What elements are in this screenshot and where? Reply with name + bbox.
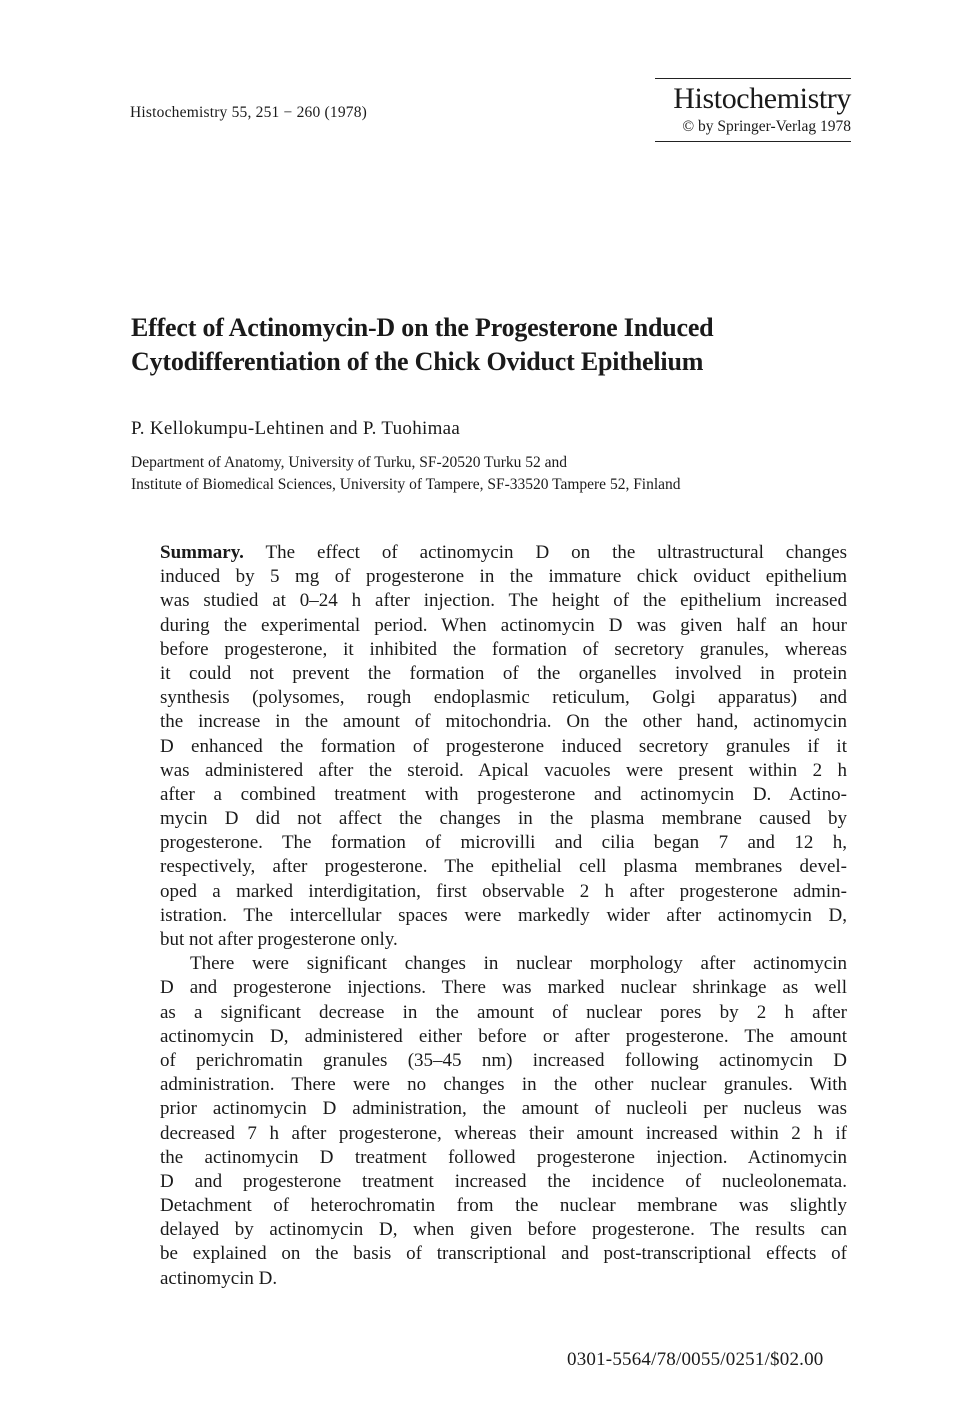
summary-line: during the experimental period. When actinomycin D was given half an hour — [160, 614, 847, 636]
summary-line: actinomycin D, administered either before or after progesterone. The amount — [160, 1025, 847, 1047]
summary-line: actinomycin D. — [160, 1267, 278, 1289]
summary-line: was administered after the steroid. Apical vacuoles were present within 2 h — [160, 759, 847, 781]
paper-title — [131, 311, 891, 379]
summary-line: the increase in the amount of mitochondria. On the other hand, actinomycin — [160, 711, 847, 733]
summary-line: synthesis (polysomes, rough endoplasmic reticulum, Golgi apparatus) and — [160, 687, 847, 709]
summary-paragraph-1 — [160, 565, 847, 952]
summary-line: There were significant changes in nuclear morphology after actinomycin — [190, 953, 847, 975]
summary-line: as a significant decrease in the amount of nuclear pores by 2 h after — [160, 1001, 847, 1023]
summary-line: before progesterone, it inhibited the formation of secretory granules, whereas — [160, 638, 847, 660]
summary-paragraph-2 — [160, 952, 847, 1291]
summary-line: respectively, after progesterone. The epithelial cell plasma membranes devel- — [160, 856, 847, 878]
summary-line: administration. There were no changes in the other nuclear granules. With — [160, 1074, 847, 1096]
author-list: P. Kellokumpu-Lehtinen and P. Tuohimaa — [131, 418, 461, 439]
summary-line: progesterone. The formation of microvilli and cilia began 7 and 12 h, — [160, 832, 847, 854]
summary-line: but not after progesterone only. — [160, 929, 398, 950]
affiliation-line: Institute of Biomedical Sciences, University of Tampere, SF-33520 Tampere 52, Finland — [131, 476, 681, 493]
summary-line: was studied at 0–24 h after injection. The height of the epithelium increased — [160, 590, 847, 612]
summary-line: istration. The intercellular spaces were markedly wider after actinomycin D, — [160, 904, 847, 926]
summary-line: of perichromatin granules (35–45 nm) increased following actinomycin D — [160, 1049, 847, 1071]
summary-line: D and progesterone treatment increased the incidence of nucleolonemata. — [160, 1170, 847, 1192]
journal-masthead — [655, 78, 851, 142]
journal-name: Histochemistry — [673, 82, 851, 115]
publisher-copyright: © by Springer-Verlag 1978 — [682, 118, 851, 135]
summary-line: D and progesterone injections. There was marked nuclear shrinkage as well — [160, 977, 847, 999]
summary-line: be explained on the basis of transcriptional and post-transcriptional effects of — [160, 1243, 847, 1265]
title-line-2: Cytodifferentiation of the Chick Oviduct Epithelium — [131, 347, 704, 376]
summary-line: induced by 5 mg of progesterone in the immature chick oviduct epithelium — [160, 566, 847, 588]
summary-line: it could not prevent the formation of the organelles involved in protein — [160, 662, 847, 684]
article-code: 0301-5564/78/0055/0251/$02.00 — [567, 1349, 824, 1370]
summary-line: decreased 7 h after progesterone, whereas their amount increased within 2 h if — [160, 1122, 847, 1144]
summary-abstract — [160, 541, 847, 1291]
journal-citation: Histochemistry 55, 251 − 260 (1978) — [130, 104, 368, 121]
summary-first-line — [160, 541, 847, 565]
summary-line: mycin D did not affect the changes in the plasma membrane caused by — [160, 808, 847, 830]
title-line-1: Effect of Actinomycin-D on the Progesterone Induced — [131, 313, 714, 342]
summary-first-line-text: The effect of actinomycin D on the ultrastructural changes — [243, 542, 847, 563]
summary-label: Summary. — [160, 542, 244, 563]
summary-line: after a combined treatment with progesterone and actinomycin D. Actino- — [160, 783, 847, 805]
summary-line: Detachment of heterochromatin from the nuclear membrane was slightly — [160, 1195, 847, 1217]
summary-line: D enhanced the formation of progesterone induced secretory granules if it — [160, 735, 847, 757]
summary-line: delayed by actinomycin D, when given before progesterone. The results can — [160, 1219, 847, 1241]
affiliations — [131, 452, 681, 496]
summary-line: oped a marked interdigitation, first observable 2 h after progesterone admin- — [160, 880, 847, 902]
affiliation-line: Department of Anatomy, University of Turku, SF-20520 Turku 52 and — [131, 454, 568, 471]
summary-line: prior actinomycin D administration, the amount of nucleoli per nucleus was — [160, 1098, 847, 1120]
summary-line: the actinomycin D treatment followed progesterone injection. Actinomycin — [160, 1146, 847, 1168]
